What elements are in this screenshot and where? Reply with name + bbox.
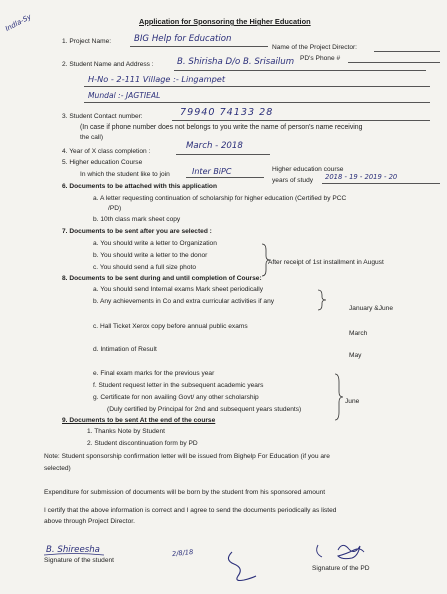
contact-note-line2: the call) xyxy=(80,134,104,141)
director-label: Name of the Project Director: xyxy=(272,44,358,51)
date-scribble: 2/8/18 xyxy=(171,547,194,559)
brace-after-selected xyxy=(262,244,270,276)
during-c-when: March xyxy=(349,330,368,337)
phone-label: PD's Phone # xyxy=(300,55,341,62)
brace-during-ab xyxy=(318,290,326,310)
year-value: March - 2018 xyxy=(186,141,243,151)
during-efg-when: June xyxy=(345,398,360,405)
course-label-line2: In which the student like to join xyxy=(80,171,170,178)
docs-attached-heading: 6. Documents to be attached with this application xyxy=(62,183,217,190)
form-title: Application for Sponsoring the Higher Education xyxy=(139,17,311,26)
end-item-2: 2. Student discontinuation form by PD xyxy=(87,440,198,447)
student-label: 2. Student Name and Address : xyxy=(62,61,154,68)
pd-signature-hook xyxy=(317,545,322,557)
student-signature: B. Shireesha xyxy=(46,545,100,555)
after-note: After receipt of 1st installment in August xyxy=(268,259,384,266)
during-item-b: b. Any achievements in Co and extra curricular activities if any xyxy=(93,298,275,305)
year-label: 4. Year of X class completion : xyxy=(62,148,151,155)
corner-note: Indla-Sy xyxy=(4,12,33,34)
course-label-line1: 5. Higher education Course xyxy=(62,159,143,166)
student-signature-stroke xyxy=(44,554,104,556)
years-label-line2: years of study xyxy=(272,177,314,184)
docs-item-a-cont: /PD) xyxy=(108,205,122,212)
docs-end-heading: 9. Documents to be sent At the end of the course xyxy=(62,417,216,424)
certify-line2: above through Project Director. xyxy=(44,518,135,525)
during-item-c: c. Hall Ticket Xerox copy before annual public exams xyxy=(93,323,248,330)
during-ab-when: January &June xyxy=(349,305,393,312)
middle-scribble xyxy=(228,552,256,581)
expenditure-note: Expenditure for submission of documents will be born by the student from his sponsored amount xyxy=(44,489,326,496)
contact-value: 79940 74133 28 xyxy=(180,107,274,118)
docs-item-b: b. 10th class mark sheet copy xyxy=(93,216,181,223)
student-value-line3: Mundal :- JAGTIEAL xyxy=(88,91,161,100)
during-item-f: f. Student request letter in the subsequent academic years xyxy=(93,382,264,389)
project-name-value: BIG Help for Education xyxy=(134,34,232,44)
during-item-e: e. Final exam marks for the previous year xyxy=(93,370,215,377)
project-name-label: 1. Project Name: xyxy=(62,38,112,45)
course-value: Inter BiPC xyxy=(192,167,232,176)
during-item-a: a. You should send Internal exams Mark sheet periodically xyxy=(93,286,264,293)
years-value: 2018 - 19 - 2019 - 20 xyxy=(325,173,398,181)
years-label-line1: Higher education course xyxy=(272,166,344,173)
contact-note-line1: (In case if phone number does not belongs to you write the name of person's name receiving xyxy=(80,124,363,131)
student-value-line2: H-No - 2-111 Village :- Lingampet xyxy=(88,74,226,84)
certify-line1: I certify that the above information is correct and I agree to send the documents periodically as listed xyxy=(44,507,337,514)
pd-signature-label: Signature of the PD xyxy=(312,565,370,572)
note-line2: selected) xyxy=(44,465,71,472)
during-item-d: d. Intimation of Result xyxy=(93,346,157,353)
after-item-b: b. You should write a letter to the donor xyxy=(93,252,208,259)
docs-during-heading: 8. Documents to be sent during and until completion of Course: xyxy=(62,275,262,282)
after-item-a: a. You should write a letter to Organization xyxy=(93,240,217,247)
docs-item-a: a. A letter requesting continuation of scholarship for higher education (Certified by PCC xyxy=(93,195,347,202)
during-d-when: May xyxy=(349,352,362,359)
brace-during-efg xyxy=(335,374,343,420)
end-item-1: 1. Thanks Note by Student xyxy=(87,428,165,435)
student-value-line1: B. Shirisha D/o B. Srisailum xyxy=(177,57,295,67)
during-item-g-cont: (Duly certified by Principal for 2nd and subsequent years students) xyxy=(107,406,302,413)
during-item-g: g. Certificate for non availing Govt/ any other scholarship xyxy=(93,394,259,401)
docs-after-heading: 7. Documents to be sent after you are selected : xyxy=(62,228,212,235)
student-signature-label: Signature of the student xyxy=(44,557,115,564)
pd-signature-stroke xyxy=(338,545,364,558)
after-item-c: c. You should send a full size photo xyxy=(93,264,197,271)
contact-label: 3. Student Contact number: xyxy=(62,113,143,120)
note-line1: Note: Student sponsorship confirmation letter will be issued from Bighelp For Education (if you are xyxy=(44,453,330,460)
